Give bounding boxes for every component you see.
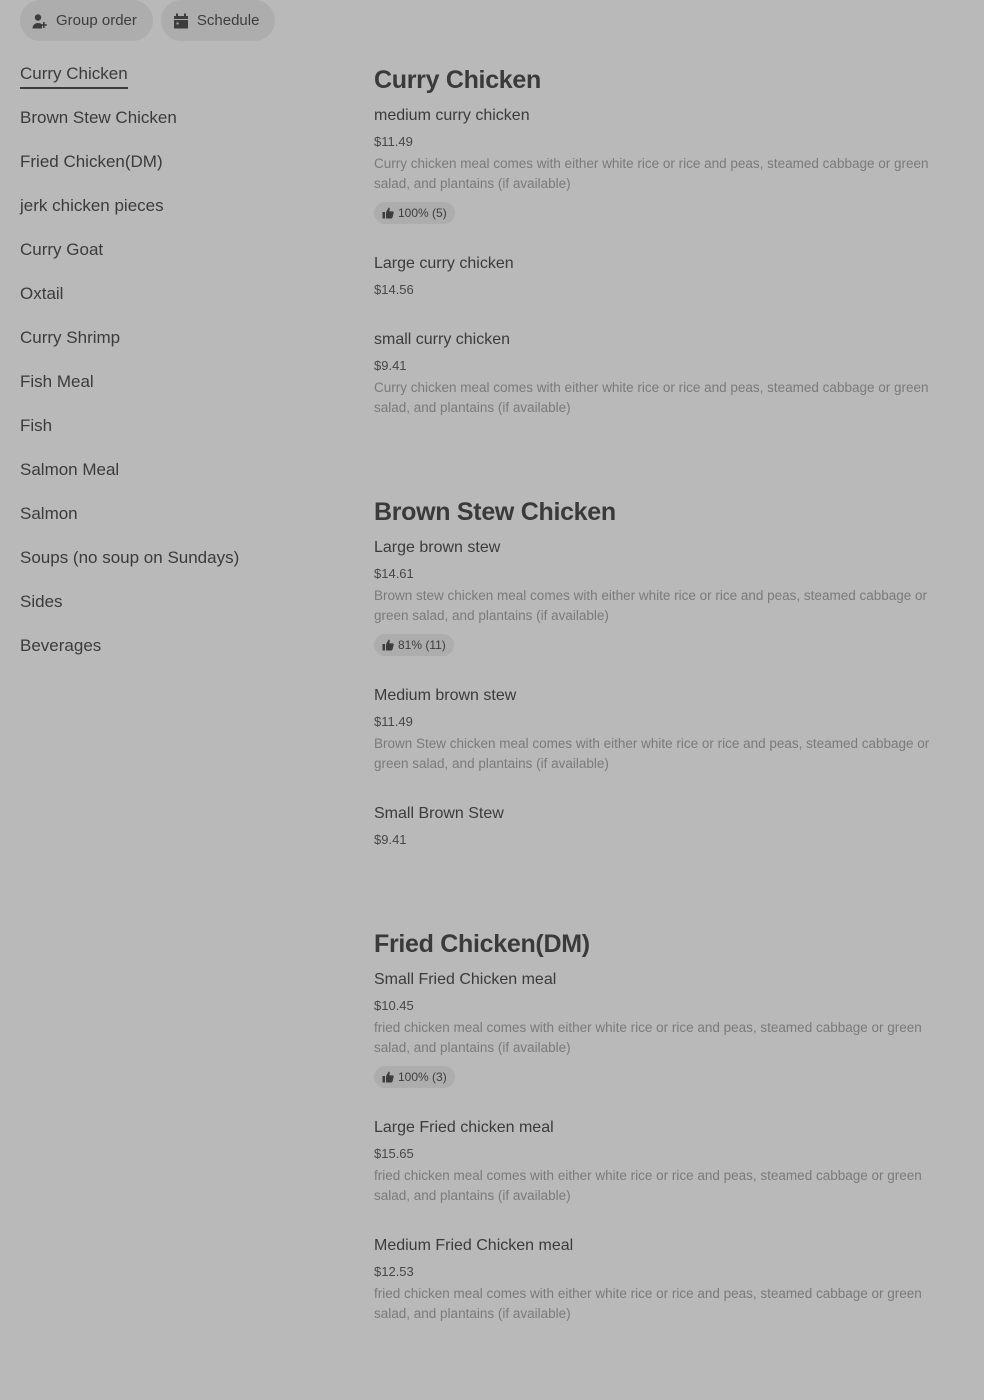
sidebar-item-label: Curry Goat: [20, 240, 104, 259]
rating-value: 81% (11): [398, 638, 446, 652]
sidebar-item-oxtail[interactable]: [20, 282, 320, 326]
menu-item[interactable]: [374, 104, 964, 248]
item-price: $14.56: [374, 282, 414, 297]
item-description: fried chicken meal comes with either white rice or rice and peas, steamed cabbage or green salad, and plantains (if available): [374, 1020, 922, 1055]
item-name: Small Brown Stew: [374, 805, 504, 822]
sidebar-item-label: Fish: [20, 416, 53, 435]
sidebar-item-label: Salmon: [20, 504, 78, 523]
schedule-button[interactable]: [161, 0, 276, 41]
category-sidebar: [20, 62, 320, 678]
sidebar-item-fried-chicken[interactable]: [20, 150, 320, 194]
item-price: $15.65: [374, 1146, 414, 1161]
sidebar-item-curry-shrimp[interactable]: [20, 326, 320, 370]
item-description: Brown stew chicken meal comes with either white rice or rice and peas, steamed cabbage or green salad, and plantains (if available): [374, 588, 928, 623]
sidebar-item-label: Beverages: [20, 636, 102, 655]
item-description: Brown Stew chicken meal comes with either white rice or rice and peas, steamed cabbage or green salad, and plantains (if available): [374, 736, 930, 771]
item-price: $11.49: [374, 714, 413, 729]
item-name: Large curry chicken: [374, 255, 514, 272]
item-name: small curry chicken: [374, 331, 511, 348]
thumbs-up-icon: [382, 207, 394, 219]
item-name: Medium Fried Chicken meal: [374, 1237, 574, 1254]
sidebar-item-label: Fried Chicken(DM): [20, 152, 163, 171]
item-name: Small Fried Chicken meal: [374, 971, 557, 988]
sidebar-item-jerk-chicken[interactable]: [20, 194, 320, 238]
menu-item[interactable]: [374, 802, 964, 874]
section-title: Fried Chicken(DM): [374, 930, 590, 958]
menu-item[interactable]: [374, 1234, 964, 1348]
sidebar-item-label: Salmon Meal: [20, 460, 120, 479]
section-title: Brown Stew Chicken: [374, 498, 616, 526]
rating-value: 100% (5): [398, 206, 447, 220]
sidebar-item-label: Brown Stew Chicken: [20, 108, 177, 127]
rating-badge: [374, 202, 455, 224]
item-price: $12.53: [374, 1264, 414, 1279]
sidebar-item-label: Curry Chicken: [20, 62, 128, 89]
sidebar-item-salmon[interactable]: [20, 502, 320, 546]
section-title: Curry Chicken: [374, 66, 541, 94]
item-price: $9.41: [374, 832, 407, 847]
top-action-bar: [20, 0, 275, 41]
item-price: $10.45: [374, 998, 414, 1013]
item-description: Curry chicken meal comes with either white rice or rice and peas, steamed cabbage or green salad, and plantains (if available): [374, 156, 929, 191]
thumbs-up-icon: [382, 1071, 394, 1083]
menu-item[interactable]: [374, 684, 964, 798]
sidebar-item-brown-stew-chicken[interactable]: [20, 106, 320, 150]
item-name: Medium brown stew: [374, 687, 517, 704]
item-name: medium curry chicken: [374, 107, 530, 124]
rating-badge: [374, 1066, 455, 1088]
item-description: fried chicken meal comes with either white rice or rice and peas, steamed cabbage or green salad, and plantains (if available): [374, 1286, 922, 1321]
menu-item[interactable]: [374, 968, 964, 1112]
sidebar-item-label: Curry Shrimp: [20, 328, 121, 347]
schedule-label: Schedule: [196, 12, 260, 29]
sidebar-item-label: Oxtail: [20, 284, 64, 303]
sidebar-item-fish[interactable]: [20, 414, 320, 458]
thumbs-up-icon: [382, 639, 394, 651]
sidebar-item-curry-goat[interactable]: [20, 238, 320, 282]
menu-section-brown-stew-chicken: [374, 494, 964, 874]
menu-item[interactable]: [374, 328, 964, 442]
item-price: $9.41: [374, 358, 407, 373]
rating-badge: [374, 634, 454, 656]
item-description: Curry chicken meal comes with either white rice or rice and peas, steamed cabbage or green salad, and plantains (if available): [374, 380, 929, 415]
sidebar-item-soups[interactable]: [20, 546, 320, 590]
sidebar-item-curry-chicken[interactable]: [20, 62, 320, 106]
menu-content: [374, 62, 964, 1400]
item-name: Large brown stew: [374, 539, 501, 556]
sidebar-item-fish-meal[interactable]: [20, 370, 320, 414]
menu-item[interactable]: [374, 536, 964, 680]
menu-item[interactable]: [374, 252, 964, 324]
sidebar-item-beverages[interactable]: [20, 634, 320, 678]
sidebar-item-label: Soups (no soup on Sundays): [20, 548, 240, 567]
menu-item[interactable]: [374, 1116, 964, 1230]
item-description: fried chicken meal comes with either white rice or rice and peas, steamed cabbage or green salad, and plantains (if available): [374, 1168, 922, 1203]
calendar-icon: [173, 13, 189, 29]
menu-section-fried-chicken: [374, 926, 964, 1348]
menu-section-curry-chicken: [374, 62, 964, 442]
item-price: $14.61: [374, 566, 414, 581]
group-order-label: Group order: [56, 12, 137, 29]
person-add-icon: [32, 13, 48, 29]
sidebar-item-sides[interactable]: [20, 590, 320, 634]
rating-value: 100% (3): [398, 1070, 447, 1084]
sidebar-item-salmon-meal[interactable]: [20, 458, 320, 502]
sidebar-item-label: jerk chicken pieces: [20, 196, 164, 215]
item-price: $11.49: [374, 134, 413, 149]
sidebar-item-label: Sides: [20, 592, 63, 611]
sidebar-item-label: Fish Meal: [20, 372, 94, 391]
group-order-button[interactable]: [20, 0, 153, 41]
item-name: Large Fried chicken meal: [374, 1119, 554, 1136]
